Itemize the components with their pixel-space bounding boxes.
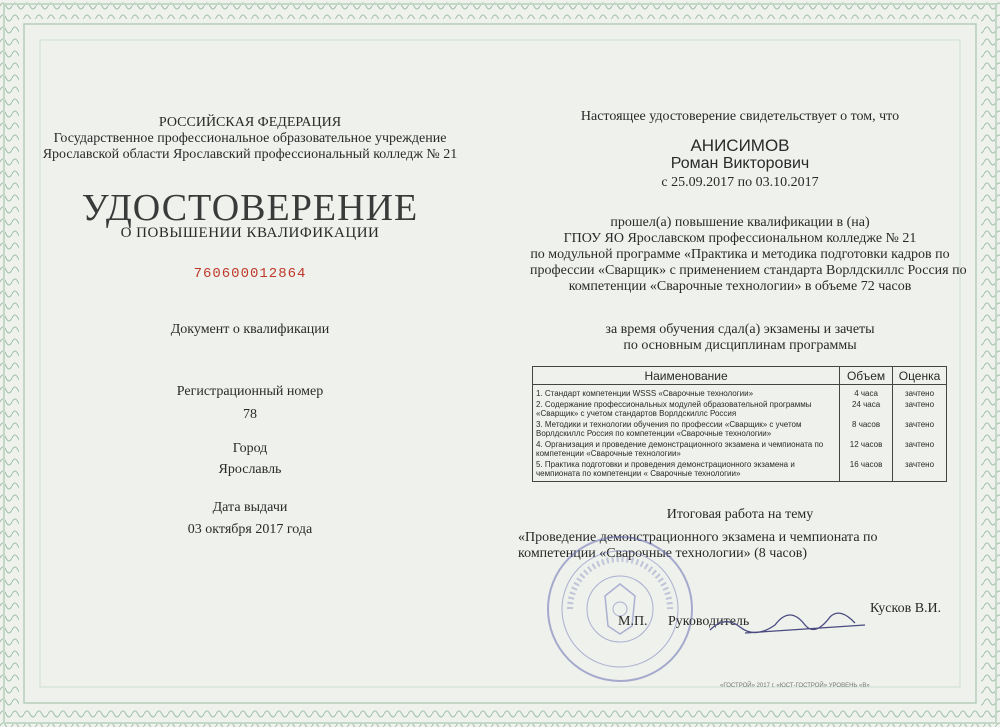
serial-number: 760600012864 [193,266,307,282]
row-volume: 24 часа [840,399,893,419]
row-name: 2. Содержание профессиональных модулей образовательной программы «Сварщик» с учетом стандартов Ворлдскиллс Россия [533,399,840,419]
training-period: с 25.09.2017 по 03.10.2017 [661,175,819,190]
column-header-name: Наименование [533,367,840,385]
country-name: РОССИЙСКАЯ ФЕДЕРАЦИЯ [158,115,342,130]
official-seal-icon [545,534,695,684]
registration-number: 78 [243,407,257,422]
row-volume: 4 часа [840,385,893,400]
exams-line-2: по основным дисциплинам программы [623,338,857,353]
exams-line-1: за время обучения сдал(а) экзамены и зачеты [605,322,875,337]
institution-line-1: Государственное профессиональное образовательное учреждение [53,131,447,146]
row-name: 4. Организация и проведение демонстрационного экзамена и чемпионата по компетенции «Сварочные технологии» [533,439,840,459]
passed-line-3: по модульной программе «Практика и методика подготовки кадров по [530,247,950,262]
column-header-grade: Оценка [893,367,947,385]
table-row [533,459,947,482]
city-label: Город [232,441,268,456]
table-row [533,385,947,400]
table-header-row [533,367,947,385]
row-name: 3. Методики и технологии обучения по профессии «Сварщик» с учетом Ворлдскиллс Россия по компетенции «Сварочные технологии» [533,419,840,439]
seal-place-label: М.П. [618,614,648,629]
table-row [533,399,947,419]
head-name: Кусков В.И. [870,601,942,616]
institution-line-2: Ярославской области Ярославский профессиональный колледж № 21 [42,147,458,162]
issue-date-value: 03 октября 2017 года [187,522,313,537]
final-work-line-2: компетенции «Сварочные технологии» (8 часов) [518,546,808,561]
issue-date-label: Дата выдачи [212,500,288,515]
row-volume: 12 часов [840,439,893,459]
row-volume: 16 часов [840,459,893,482]
document-title: УДОСТОВЕРЕНИЕ [81,187,419,229]
final-work-label: Итоговая работа на тему [666,507,814,522]
head-label: Руководитель [668,614,750,629]
passed-line-4: профессии «Сварщик» с применением стандарта Ворлдскиллс Россия по [530,263,967,278]
grades-table [532,366,947,482]
row-grade: зачтено [893,399,947,419]
passed-line-5: компетенции «Сварочные технологии» в объеме 72 часов [568,279,912,294]
table-row [533,419,947,439]
table-row [533,439,947,459]
row-name: 1. Стандарт компетенции WSSS «Сварочные технологии» [533,385,840,400]
column-header-volume: Объем [840,367,893,385]
holder-given-names: Роман Викторович [670,155,810,172]
print-footnote: «ГОСТРОЙ» 2017 г. «ЮСТ-ГОСТРОЙ» УРОВЕНЬ «В» [720,683,870,689]
document-subtitle: О ПОВЫШЕНИИ КВАЛИФИКАЦИИ [120,225,380,241]
row-grade: зачтено [893,385,947,400]
final-work-line-1: «Проведение демонстрационного экзамена и чемпионата по [518,530,878,545]
row-volume: 8 часов [840,419,893,439]
holder-surname: АНИСИМОВ [690,136,790,155]
row-name: 5. Практика подготовки и проведения демонстрационного экзамена и чемпионата по компетенции « Сварочные технологии» [533,459,840,482]
intro-text: Настоящее удостоверение свидетельствует о том, что [580,109,900,124]
registration-label: Регистрационный номер [176,384,324,399]
signature-icon [705,595,870,650]
city-value: Ярославль [218,462,282,477]
passed-line-1: прошел(а) повышение квалификации в (на) [610,215,870,230]
row-grade: зачтено [893,459,947,482]
row-grade: зачтено [893,419,947,439]
row-grade: зачтено [893,439,947,459]
passed-line-2: ГПОУ ЯО Ярославском профессиональном колледже № 21 [563,231,917,246]
document-type: Документ о квалификации [170,322,330,337]
